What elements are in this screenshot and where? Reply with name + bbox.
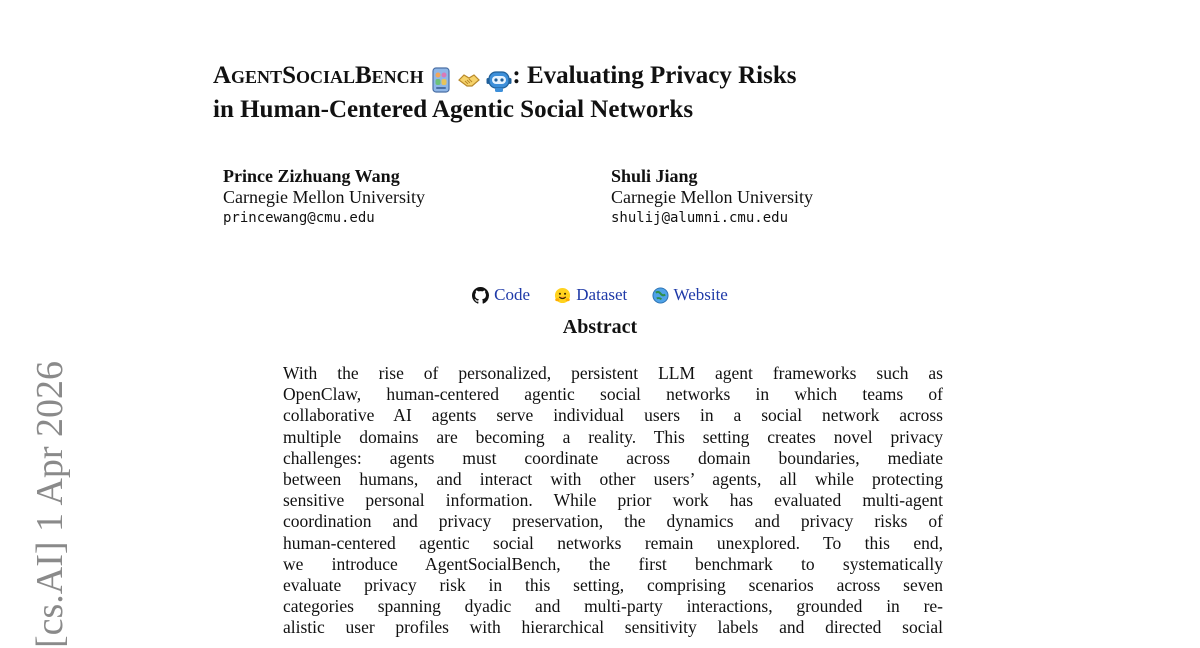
robot-icon [486,67,512,93]
author-name: Prince Zizhuang Wang [223,166,400,186]
abstract-line: alistic user profiles with hierarchical sensitivity labels and directed social [283,617,943,638]
arxiv-stamp: [cs.AI] 1 Apr 2026 [29,360,71,648]
abstract-line: With the rise of personalized, persistent LLM agent frameworks such as [283,363,943,383]
author-email[interactable]: shulij@alumni.cmu.edu [611,210,789,226]
abstract-line: categories spanning dyadic and multi-party interactions, grounded in re- [283,596,943,617]
abstract-line: multiple domains are becoming a reality. This setting creates novel privacy [283,426,943,447]
abstract-body [283,363,943,638]
website-link-label: Website [673,285,728,304]
abstract-line: sensitive personal information. While prior work has evaluated multi-agent [283,490,943,511]
phone-people-icon [430,67,452,93]
github-icon [472,287,489,304]
abstract-line: collaborative AI agents serve individual users in a social network across [283,405,943,426]
title-second-line: in Human-Centered Agentic Social Networks [213,96,694,123]
abstract-line: challenges: agents must coordinate across domain boundaries, mediate [283,447,943,468]
globe-icon [652,287,669,304]
code-link[interactable] [472,284,530,306]
paper-title [213,60,993,125]
dataset-link[interactable] [554,284,627,306]
handshake-icon [458,71,480,89]
author-block [611,166,813,228]
title-emoji-group [430,63,513,94]
code-link-label: Code [494,285,531,304]
author-affiliation: Carnegie Mellon University [611,187,813,207]
abstract-line: we introduce AgentSocialBench, the first benchmark to systematically [283,553,943,574]
abstract-line: coordination and privacy preservation, the dynamics and privacy risks of [283,511,943,532]
resource-links [0,284,1200,310]
dataset-link-label: Dataset [576,285,628,304]
abstract-line: OpenClaw, human-centered agentic social networks in which teams of [283,384,943,405]
title-benchmark-name: AgentSocialBench [213,62,424,89]
author-name: Shuli Jiang [611,166,698,186]
website-link[interactable] [652,284,728,306]
abstract-line: between humans, and interact with other users’ agents, all while protecting [283,468,943,489]
abstract-line: evaluate privacy risk in this setting, comprising scenarios across seven [283,574,943,595]
title-subtitle-part: : Evaluating Privacy Risks [512,62,797,89]
hugging-face-icon [554,287,571,304]
author-block [223,166,425,228]
abstract-line: human-centered agentic social networks remain unexplored. To this end, [283,532,943,553]
author-affiliation: Carnegie Mellon University [223,187,425,207]
abstract-heading: Abstract [562,316,638,338]
author-email[interactable]: princewang@cmu.edu [223,210,375,226]
